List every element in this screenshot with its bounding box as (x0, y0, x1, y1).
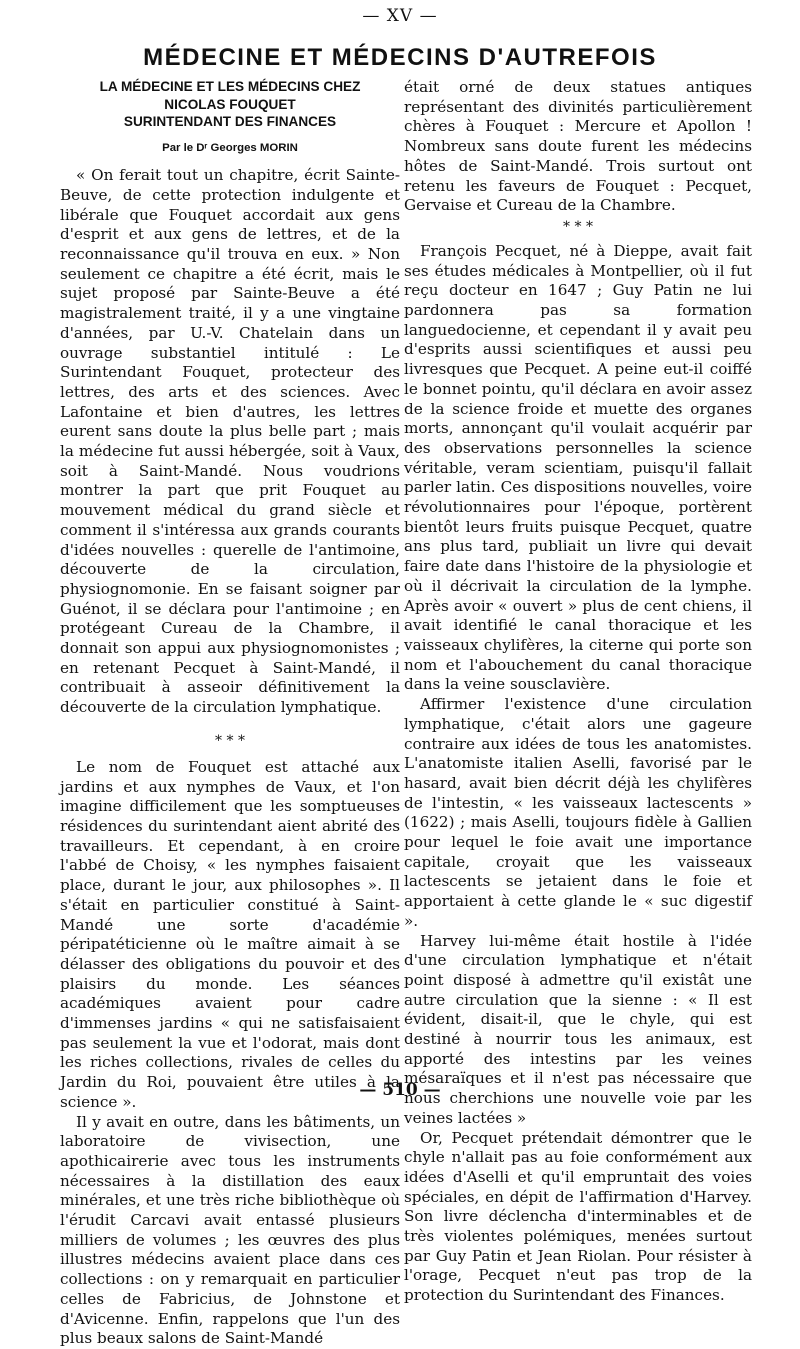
paragraph: François Pecquet, né à Dieppe, avait fait ses études médicales à Montpellier, où il fut reçu docteur en 1647 ; Guy Patin ne lui pardonnera pas sa formation languedocienne, et cependant il y avait peu d'esprits aussi scientifiques et aussi peu livresques que Pecquet. A peine eut-il coiffé le bonnet pointu, qu'il déclara en avoir assez de la science froide et muette des organes morts, annonçant qu'il voulait acquérir par des observations personnelles la science véritable, veram scientiam, puisqu'il fallait parler latin. Ces dispositions nouvelles, voire révolutionnaires pour l'époque, portèrent bientôt leurs fruits puisque Pecquet, quatre ans plus tard, publiait un livre qui devait faire date dans l'histoire de la physiologie et où il décrivait la circulation de la lymphe. Après avoir « ouvert » plus de cent chiens, il avait identifié le canal thoracique et les vaisseaux chylifères, la citerne qui porte son nom et l'abouchement du canal thoracique dans la veine sousclavière. (404, 241, 752, 694)
page-number: — 510 — (359, 1080, 441, 1100)
paragraph: Il y avait en outre, dans les bâtiments, un laboratoire de vivisection, une apothicairerie avec tous les instruments nécessaires à la distillation des eaux minérales, et une très riche bibliothèque où l'érudit Carcavi avait entassé plusieurs milliers de volumes ; les œuvres des plus illustres médecins avaient place dans ces collections : on y remarquait en particulier celles de Fabricius, de Johnstone et d'Avicenne. Enfin, rappelons que l'un des plus beaux salons de Saint-Mandé (60, 1112, 400, 1348)
right-column (404, 78, 752, 1306)
article-title-line: LA MÉDECINE ET LES MÉDECINS CHEZ (99, 79, 361, 94)
paragraph: « On ferait tout un chapitre, écrit Sainte-Beuve, de cette protection indulgente et libérale que Fouquet accordait aux gens d'esprit et aux gens de lettres, et de la reconnaissance qu'il trouva en eux. » Non seulement ce chapitre a été écrit, mais le sujet proposé par Sainte-Beuve a été magistralement traité, il y a une vingtaine d'années, par U.-V. Chatelain dans un ouvrage substantiel intitulé : Le Surintendant Fouquet, protecteur des lettres, des arts et des sciences. Avec Lafontaine et bien d'autres, les lettres eurent sans doute la plus belle part ; mais la médecine fut aussi hébergée, soit à Vaux, soit à Saint-Mandé. Nous voudrions montrer la part que prit Fouquet au mouvement médical du grand siècle et comment il s'intéressa aux grands courants d'idées nouvelles : querelle de l'antimoine, découverte de la circulation, physiognomonie. En se faisant soigner par Guénot, il se déclara pour l'antimoine ; en protégeant Cureau de la Chambre, il donnait son appui aux physiognomonistes ; en retenant Pecquet à Saint-Mandé, il contribuait à asseoir définitivement la découverte de la circulation lymphatique. (60, 166, 400, 717)
page-header-roman: — XV — (362, 6, 438, 26)
paragraph: Affirmer l'existence d'une circulation lymphatique, c'était alors une gageure contraire aux idées de tous les anatomistes. L'anatomiste italien Aselli, favorisé par le hasard, avait bien décrit déjà les chylifères de l'intestin, « les vaisseaux lactescents » (1622) ; mais Aselli, toujours fidèle à Gallien pour lequel le foie avait une importance capitale, croyait que les vaisseaux lactescents se jetaient dans le foie et apportaient à cette glande le « suc digestif ». (404, 695, 752, 930)
left-column (60, 78, 400, 1349)
paragraph: Or, Pecquet prétendait démontrer que le chyle n'allait pas au foie conformément aux idées d'Aselli et qu'il empruntait des voies spéciales, en dépit de l'affirmation d'Harvey. Son livre déclencha d'interminables et de très violentes polémiques, menées surtout par Guy Patin et Jean Riolan. Pour résister à l'orage, Pecquet n'eut pas trop de la protection du Surintendant des Finances. (404, 1128, 752, 1305)
article-title-line: SURINTENDANT DES FINANCES (123, 114, 337, 129)
paragraph: Harvey lui-même était hostile à l'idée d'une circulation lymphatique et n'était point disposé à admettre qu'il existât une autre circulation que la sienne : « Il est évident, disait-il, que le chyle, qui est destiné à nourrir tous les animaux, est apporté des intestins par les veines mésaraïques et il n'est pas nécessaire que nous cherchions une nouvelle voie par les veines lactées » (404, 931, 752, 1127)
paragraph: Le nom de Fouquet est attaché aux jardins et aux nymphes de Vaux, et l'on imagine difficilement que les somptueuses résidences du surintendant aient abrité des travailleurs. Et cependant, à en croire l'abbé de Choisy, « les nymphes faisaient place, durant le jour, aux philosophes ». Il s'était en particulier constitué à Saint-Mandé une sorte d'académie péripatéticienne où le maître aimait à se délasser des obligations du pouvoir et des plaisirs du monde. Les séances académiques avaient pour cadre d'immenses jardins « qui ne satisfaisaient pas seulement la vue et l'odorat, mais dont les riches collections, rivales de celles du Jardin du Roi, pouvaient être utiles à la science ». (60, 757, 400, 1111)
article-byline: Par le Dʳ Georges MORIN (162, 141, 298, 154)
article-title (60, 78, 400, 131)
paragraph: était orné de deux statues antiques représentant des divinités particulièrement chères à Fouquet : Mercure et Apollon ! Nombreux sans doute furent les médecins hôtes de Saint-Mandé. Trois surtout ont retenu les faveurs de Fouquet : Pecquet, Gervaise et Cureau de la Chambre. (404, 78, 752, 215)
section-separator: * * * (563, 218, 593, 235)
section-title: MÉDECINE ET MÉDECINS D'AUTREFOIS (143, 44, 657, 71)
section-separator: * * * (215, 732, 245, 749)
article-title-line: NICOLAS FOUQUET (164, 96, 296, 112)
